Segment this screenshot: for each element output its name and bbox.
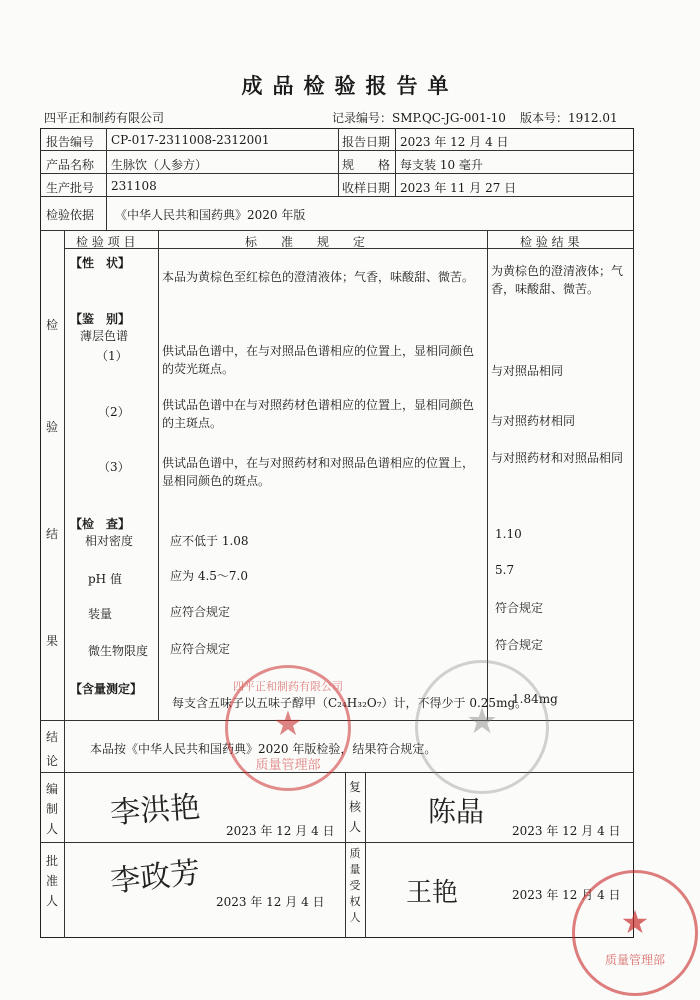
col-header-result: 检 验 结 果 xyxy=(520,235,580,249)
approve-label-char: 批 xyxy=(45,854,58,868)
check-item-standard: 应符合规定 xyxy=(170,605,231,619)
report-date-label: 报告日期 xyxy=(342,135,391,149)
check-item-result: 5.7 xyxy=(495,563,515,577)
qa-label-char: 量 xyxy=(349,863,361,876)
review-date: 2023 年 12 月 4 日 xyxy=(512,824,621,838)
receive-date-value: 2023 年 11 月 27 日 xyxy=(400,181,517,195)
section-assay: 【含量测定】 xyxy=(70,682,143,696)
identification-no: （1） xyxy=(96,349,128,363)
star-icon: ★ xyxy=(465,701,499,742)
prepare-date: 2023 年 12 月 4 日 xyxy=(226,824,335,838)
rule xyxy=(40,196,634,197)
report-no-label: 报告编号 xyxy=(46,135,95,149)
character-result: 为黄棕色的澄清液体；气香，味酸甜、微苦。 xyxy=(491,264,624,296)
identification-result: 与对照药材相同 xyxy=(491,414,576,428)
qa-signature: 王艳 xyxy=(406,878,459,908)
rule xyxy=(40,842,634,843)
conclusion-text: 本品按《中华人民共和国药典》2020 年版检验，结果符合规定。 xyxy=(90,742,437,756)
qa-date: 2023 年 12 月 4 日 xyxy=(512,888,621,902)
check-item-standard: 应符合规定 xyxy=(170,642,231,656)
col-header-standard: 标 准 规 定 xyxy=(245,235,366,249)
qa-label-char: 受 xyxy=(349,879,361,892)
qa-label-char: 人 xyxy=(349,911,361,924)
review-signature: 陈晶 xyxy=(428,795,485,828)
record-number: 记录编号：SMP.QC-JG-001-10 xyxy=(332,111,506,125)
rule xyxy=(40,150,634,151)
assay-result: 1.84mg xyxy=(512,692,558,706)
identification-standard: 供试品色谱中在与对照药材色谱相应的位置上，显相同颜色的主斑点。 xyxy=(162,398,475,430)
rule xyxy=(40,173,634,174)
check-item-name: 相对密度 xyxy=(85,534,134,548)
review-label-char: 人 xyxy=(348,820,361,834)
identification-standard: 供试品色谱中，在与对照药材和对照品色谱相应的位置上，显相同颜色的斑点。 xyxy=(162,456,475,488)
quality-dept-stamp: 四平正和制药有限公司 ★ 质量管理部 xyxy=(225,665,351,791)
prepare-signature: 李洪艳 xyxy=(109,789,202,832)
rule xyxy=(64,772,65,938)
batch-label: 生产批号 xyxy=(46,181,95,195)
page-title: 成品检验报告单 xyxy=(241,73,459,98)
rule xyxy=(64,230,65,720)
check-item-standard: 应为 4.5～7.0 xyxy=(170,569,248,583)
approve-date: 2023 年 12 月 4 日 xyxy=(216,895,325,909)
section-identification: 【鉴 别】 xyxy=(70,312,131,326)
check-item-standard: 应不低于 1.08 xyxy=(170,534,249,548)
rule xyxy=(40,230,634,231)
rule xyxy=(158,230,159,720)
qa-label-char: 质 xyxy=(349,847,361,860)
report-no-value: CP-017-2311008-2312001 xyxy=(111,133,270,147)
character-standard: 本品为黄棕色至红棕色的澄清液体；气香，味酸甜、微苦。 xyxy=(162,270,475,284)
side-label-char: 检 xyxy=(45,318,58,332)
rule xyxy=(106,196,107,230)
product-value: 生脉饮（人参方） xyxy=(111,158,208,172)
approve-label-char: 准 xyxy=(45,874,58,888)
identification-result: 与对照药材和对照品相同 xyxy=(491,451,624,465)
inspection-seal xyxy=(415,660,549,794)
identification-no: （3） xyxy=(98,460,130,474)
version-number: 版本号：1912.01 xyxy=(520,111,618,125)
check-item-result: 1.10 xyxy=(495,527,522,541)
side-label-char: 果 xyxy=(45,634,58,648)
batch-value: 231108 xyxy=(111,179,157,193)
side-label-char: 验 xyxy=(45,420,58,434)
identification-no: （2） xyxy=(98,405,130,419)
receive-date-label: 收样日期 xyxy=(342,181,391,195)
check-item-name: pH 值 xyxy=(88,572,122,586)
rule xyxy=(64,720,65,772)
section-check: 【检 查】 xyxy=(70,517,131,531)
rule xyxy=(106,128,107,196)
approve-signature: 李政芳 xyxy=(108,855,202,900)
qa-label-char: 权 xyxy=(349,895,361,908)
col-header-item: 检 验 项 目 xyxy=(76,235,136,249)
prepare-label-char: 人 xyxy=(45,822,58,836)
basis-label: 检验依据 xyxy=(46,208,95,222)
spec-value: 每支装 10 毫升 xyxy=(400,158,483,172)
basis-value: 《中华人民共和国药典》2020 年版 xyxy=(115,208,306,222)
check-item-result: 符合规定 xyxy=(495,638,544,652)
check-item-name: 微生物限度 xyxy=(88,644,149,658)
rule xyxy=(365,772,366,938)
rule xyxy=(345,772,346,938)
review-label-char: 核 xyxy=(348,800,361,814)
conclusion-label-char: 结 xyxy=(45,730,58,744)
prepare-label-char: 编 xyxy=(45,782,58,796)
corner-quality-stamp: ★ 质量管理部 xyxy=(572,870,698,996)
identification-result: 与对照品相同 xyxy=(491,364,564,378)
star-icon: ★ xyxy=(272,704,304,744)
rule xyxy=(395,128,396,196)
rule xyxy=(487,230,488,720)
star-icon: ★ xyxy=(620,903,650,941)
review-label-char: 复 xyxy=(348,780,361,794)
company-name: 四平正和制药有限公司 xyxy=(44,111,165,125)
section-character: 【性 状】 xyxy=(70,256,131,270)
check-item-result: 符合规定 xyxy=(495,601,544,615)
side-label-char: 结 xyxy=(45,527,58,541)
approve-label-char: 人 xyxy=(45,894,58,908)
check-item-name: 装量 xyxy=(88,607,113,621)
identification-method: 薄层色谱 xyxy=(80,329,129,343)
product-label: 产品名称 xyxy=(46,158,95,172)
assay-standard: 每支含五味子以五味子醇甲（C₂₄H₃₂O₇）计，不得少于 0.25mg。 xyxy=(172,696,528,710)
prepare-label-char: 制 xyxy=(45,802,58,816)
spec-label: 规 格 xyxy=(342,158,391,172)
identification-standard: 供试品色谱中，在与对照品色谱相应的位置上，显相同颜色的荧光斑点。 xyxy=(162,344,475,376)
rule xyxy=(338,128,339,196)
conclusion-label-char: 论 xyxy=(45,754,58,768)
report-date-value: 2023 年 12 月 4 日 xyxy=(400,135,509,149)
